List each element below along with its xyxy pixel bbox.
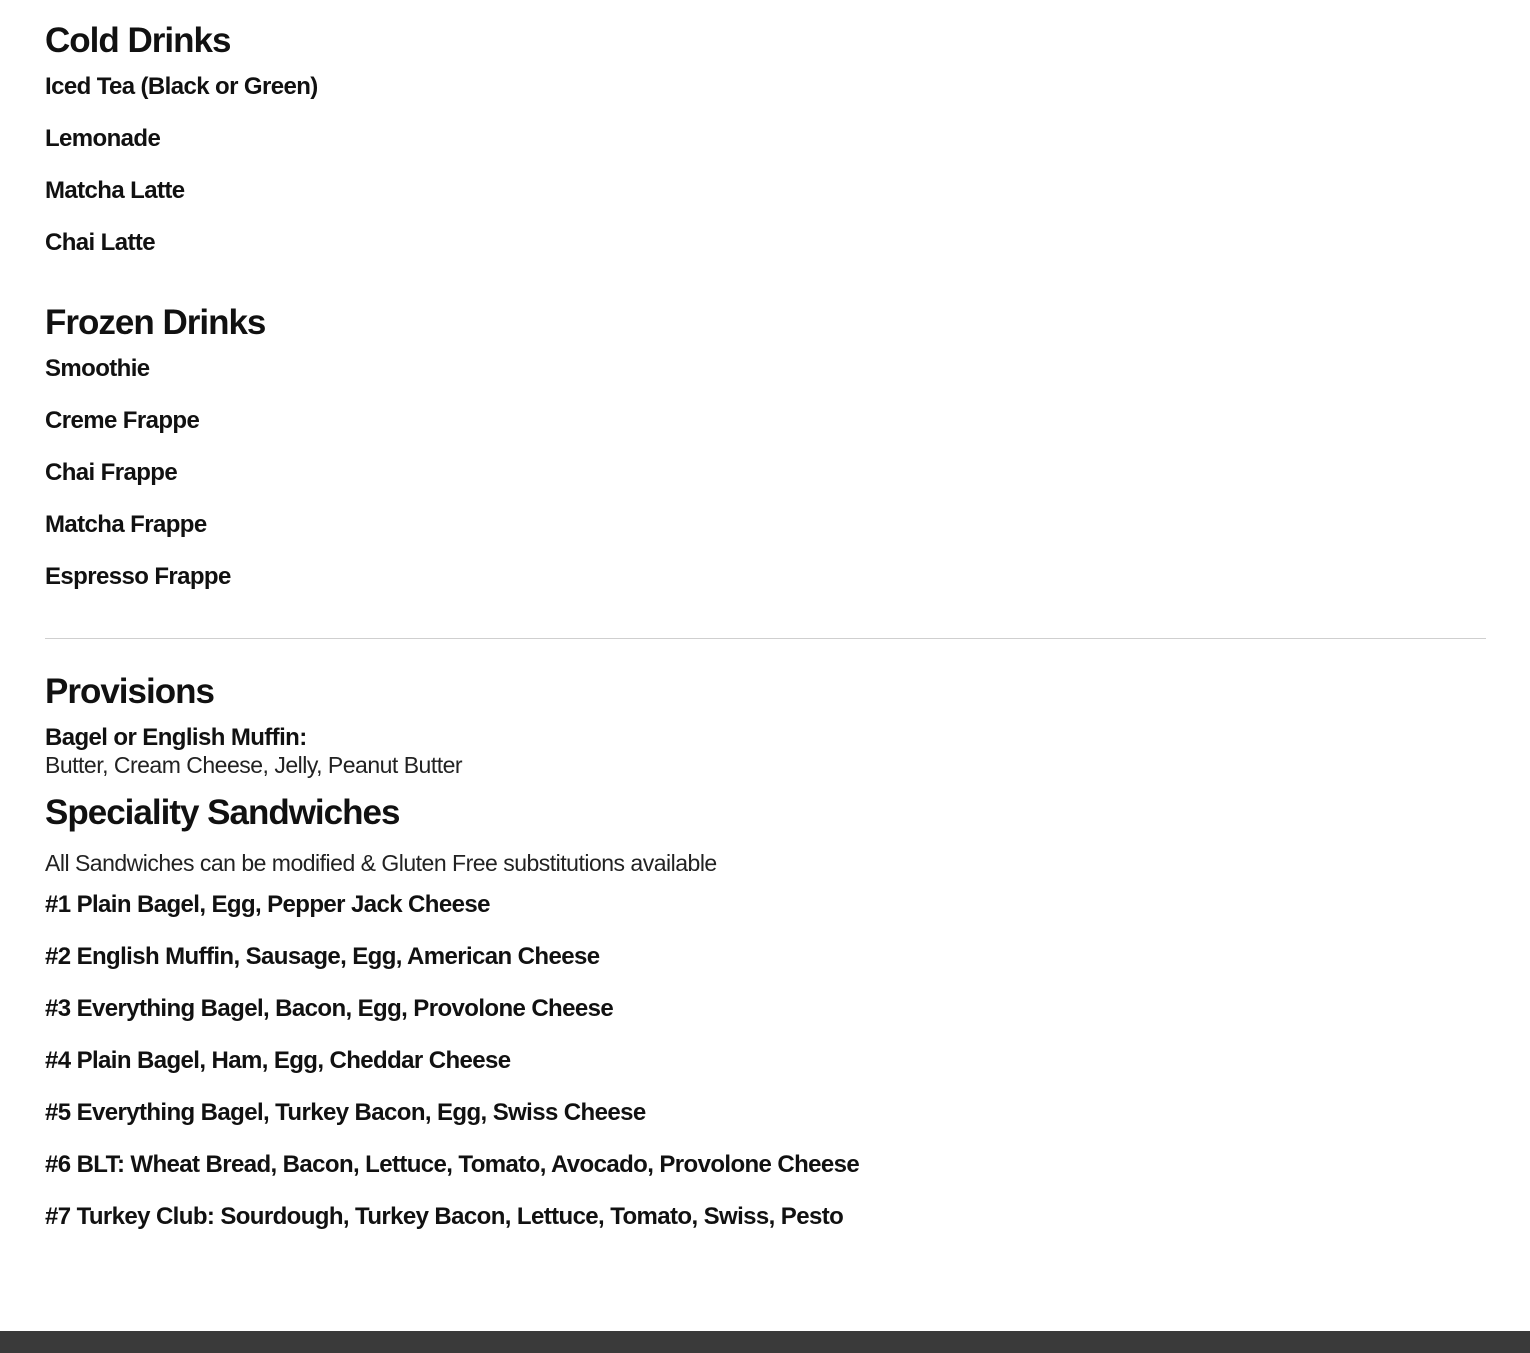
provisions-heading: Provisions [45,672,214,711]
sandwich-item: #6 BLT: Wheat Bread, Bacon, Lettuce, Tomato, Avocado, Provolone Cheese [45,1151,860,1178]
sandwich-item: #3 Everything Bagel, Bacon, Egg, Provolone Cheese [45,995,614,1022]
sandwich-item: #5 Everything Bagel, Turkey Bacon, Egg, Swiss Cheese [45,1099,646,1126]
sandwich-item: #7 Turkey Club: Sourdough, Turkey Bacon, Lettuce, Tomato, Swiss, Pesto [45,1203,844,1230]
sandwich-item: #2 English Muffin, Sausage, Egg, American Cheese [45,943,600,970]
sandwich-item: #1 Plain Bagel, Egg, Pepper Jack Cheese [45,891,490,918]
frozen-drinks-heading: Frozen Drinks [45,303,266,342]
cold-drink-item: Chai Latte [45,229,156,256]
cold-drinks-heading: Cold Drinks [45,21,231,60]
cold-drink-item: Iced Tea (Black or Green) [45,73,318,100]
provisions-item-title: Bagel or English Muffin: [45,724,307,751]
frozen-drink-item: Creme Frappe [45,407,200,434]
sandwich-item: #4 Plain Bagel, Ham, Egg, Cheddar Cheese [45,1047,511,1074]
frozen-drink-item: Matcha Frappe [45,511,207,538]
frozen-drink-item: Smoothie [45,355,150,382]
section-divider [45,638,1486,639]
cold-drink-item: Lemonade [45,125,161,152]
speciality-sandwiches-heading: Speciality Sandwiches [45,793,400,832]
frozen-drink-item: Espresso Frappe [45,563,231,590]
frozen-drink-item: Chai Frappe [45,459,178,486]
sandwiches-note: All Sandwiches can be modified & Gluten Free substitutions available [45,850,717,876]
footer-bar [0,1331,1530,1353]
cold-drink-item: Matcha Latte [45,177,185,204]
provisions-item-detail: Butter, Cream Cheese, Jelly, Peanut Butter [45,752,463,778]
